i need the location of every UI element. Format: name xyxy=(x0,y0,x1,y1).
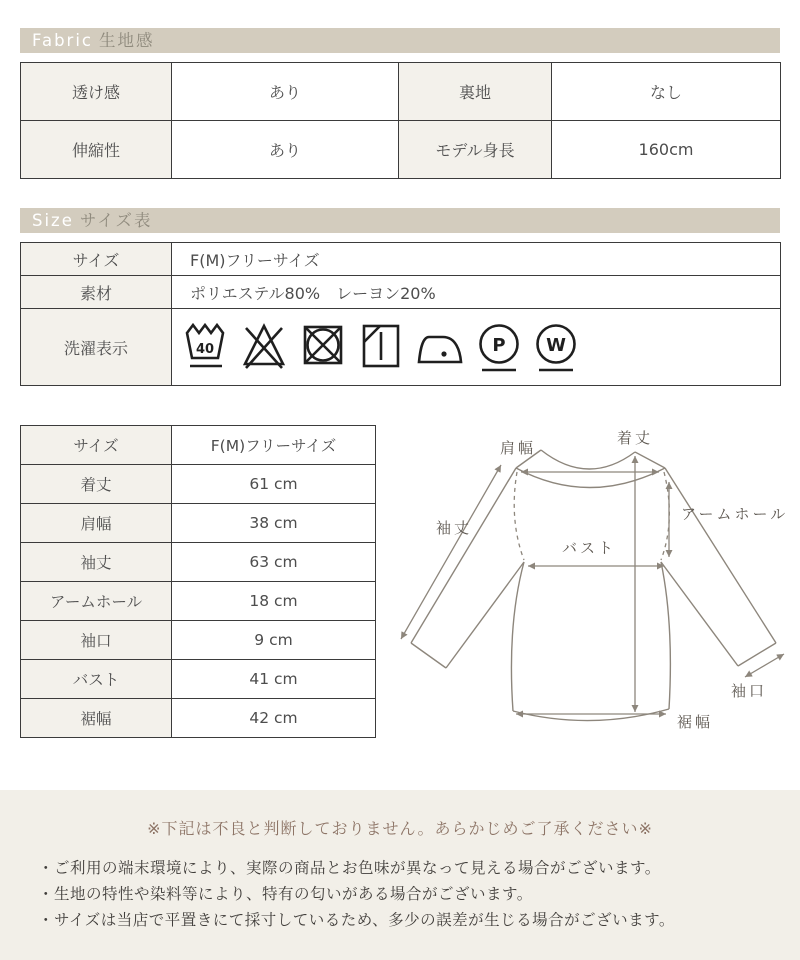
notice-section xyxy=(0,790,800,960)
size-heading-ja: サイズ表 xyxy=(79,211,153,230)
wash-40-gentle-icon xyxy=(184,320,228,374)
iron-low-icon xyxy=(416,320,464,374)
measurements-table xyxy=(20,425,376,738)
fabric-table xyxy=(20,62,781,179)
measure-label-hem: 裾幅 xyxy=(21,699,172,738)
fabric-section-header xyxy=(20,28,780,53)
size-label: サイズ xyxy=(21,243,172,276)
fabric-label-stretch: 伸縮性 xyxy=(21,121,172,179)
notice-item-color: ・ご利用の端末環境により、実際の商品とお色味が異なって見える場合がございます。 xyxy=(38,859,661,877)
notice-title: ※下記は不良と判断しておりません。あらかじめご了承ください※ xyxy=(147,819,653,838)
size-heading-en: Size xyxy=(32,211,74,230)
measure-header-value: F(M)フリーサイズ xyxy=(172,426,376,465)
table-row xyxy=(21,426,376,465)
measure-value-length: 61 cm xyxy=(172,465,376,504)
fabric-label-sheerness: 透け感 xyxy=(21,63,172,121)
fabric-label-lining: 裏地 xyxy=(399,63,552,121)
wet-clean-gentle-icon xyxy=(534,320,578,374)
diagram-label-bust: バスト xyxy=(561,539,617,557)
measure-label-shoulder: 肩幅 xyxy=(21,504,172,543)
dry-clean-p-gentle-icon xyxy=(477,320,521,374)
garment-outline xyxy=(411,450,776,721)
table-row xyxy=(21,621,376,660)
table-row xyxy=(21,504,376,543)
shade-line-dry-icon xyxy=(359,320,403,374)
measure-value-shoulder: 38 cm xyxy=(172,504,376,543)
fabric-heading-en: Fabric xyxy=(32,31,94,50)
table-row xyxy=(21,276,781,309)
measure-label-cuff: 袖口 xyxy=(21,621,172,660)
size-value: F(M)フリーサイズ xyxy=(172,243,781,276)
diagram-label-cuff: 袖口 xyxy=(730,682,768,700)
care-symbols-cell xyxy=(172,309,781,386)
notice-item-smell: ・生地の特性や染料等により、特有の匂いがある場合がございます。 xyxy=(38,885,533,903)
diagram-label-hem: 裾幅 xyxy=(677,713,714,731)
table-row xyxy=(21,121,781,179)
table-row xyxy=(21,465,376,504)
no-bleach-icon xyxy=(241,320,287,374)
svg-text:W: W xyxy=(546,335,566,356)
care-label: 洗濯表示 xyxy=(21,309,172,386)
fabric-value-stretch: あり xyxy=(172,121,399,179)
svg-text:P: P xyxy=(492,335,506,356)
notice-list xyxy=(0,855,800,933)
no-tumble-dry-icon xyxy=(300,320,346,374)
table-row xyxy=(21,243,781,276)
material-value: ポリエステル80% レーヨン20% xyxy=(172,276,781,309)
table-row xyxy=(21,309,781,386)
notice-item-size-error: ・サイズは当店で平置きにて採寸しているため、多少の誤差が生じる場合がございます。 xyxy=(38,911,675,929)
diagram-label-shoulder: 肩幅 xyxy=(499,439,537,457)
fabric-label-model-height: モデル身長 xyxy=(399,121,552,179)
material-label: 素材 xyxy=(21,276,172,309)
diagram-label-sleeve: 袖丈 xyxy=(435,519,473,537)
measure-label-length: 着丈 xyxy=(21,465,172,504)
measure-value-sleeve: 63 cm xyxy=(172,543,376,582)
measure-value-cuff: 9 cm xyxy=(172,621,376,660)
garment-measure-diagram xyxy=(393,415,793,755)
fabric-value-sheerness: あり xyxy=(172,63,399,121)
fabric-value-lining: なし xyxy=(552,63,781,121)
table-row xyxy=(21,699,376,738)
measure-value-bust: 41 cm xyxy=(172,660,376,699)
measure-label-armhole: アームホール xyxy=(21,582,172,621)
measure-label-bust: バスト xyxy=(21,660,172,699)
diagram-label-armhole: アームホール xyxy=(681,505,789,523)
size-section-header xyxy=(20,208,780,233)
size-info-table xyxy=(20,242,781,386)
table-row xyxy=(21,660,376,699)
table-row xyxy=(21,582,376,621)
measure-header-label: サイズ xyxy=(21,426,172,465)
svg-text:40: 40 xyxy=(195,342,215,357)
measure-value-armhole: 18 cm xyxy=(172,582,376,621)
fabric-heading-ja: 生地感 xyxy=(99,31,155,50)
care-symbols-row xyxy=(172,320,779,374)
table-row xyxy=(21,543,376,582)
fabric-value-model-height: 160cm xyxy=(552,121,781,179)
measure-arrows xyxy=(401,456,784,714)
measure-value-hem: 42 cm xyxy=(172,699,376,738)
measure-label-sleeve: 袖丈 xyxy=(21,543,172,582)
diagram-label-length: 着丈 xyxy=(616,429,654,447)
table-row xyxy=(21,63,781,121)
